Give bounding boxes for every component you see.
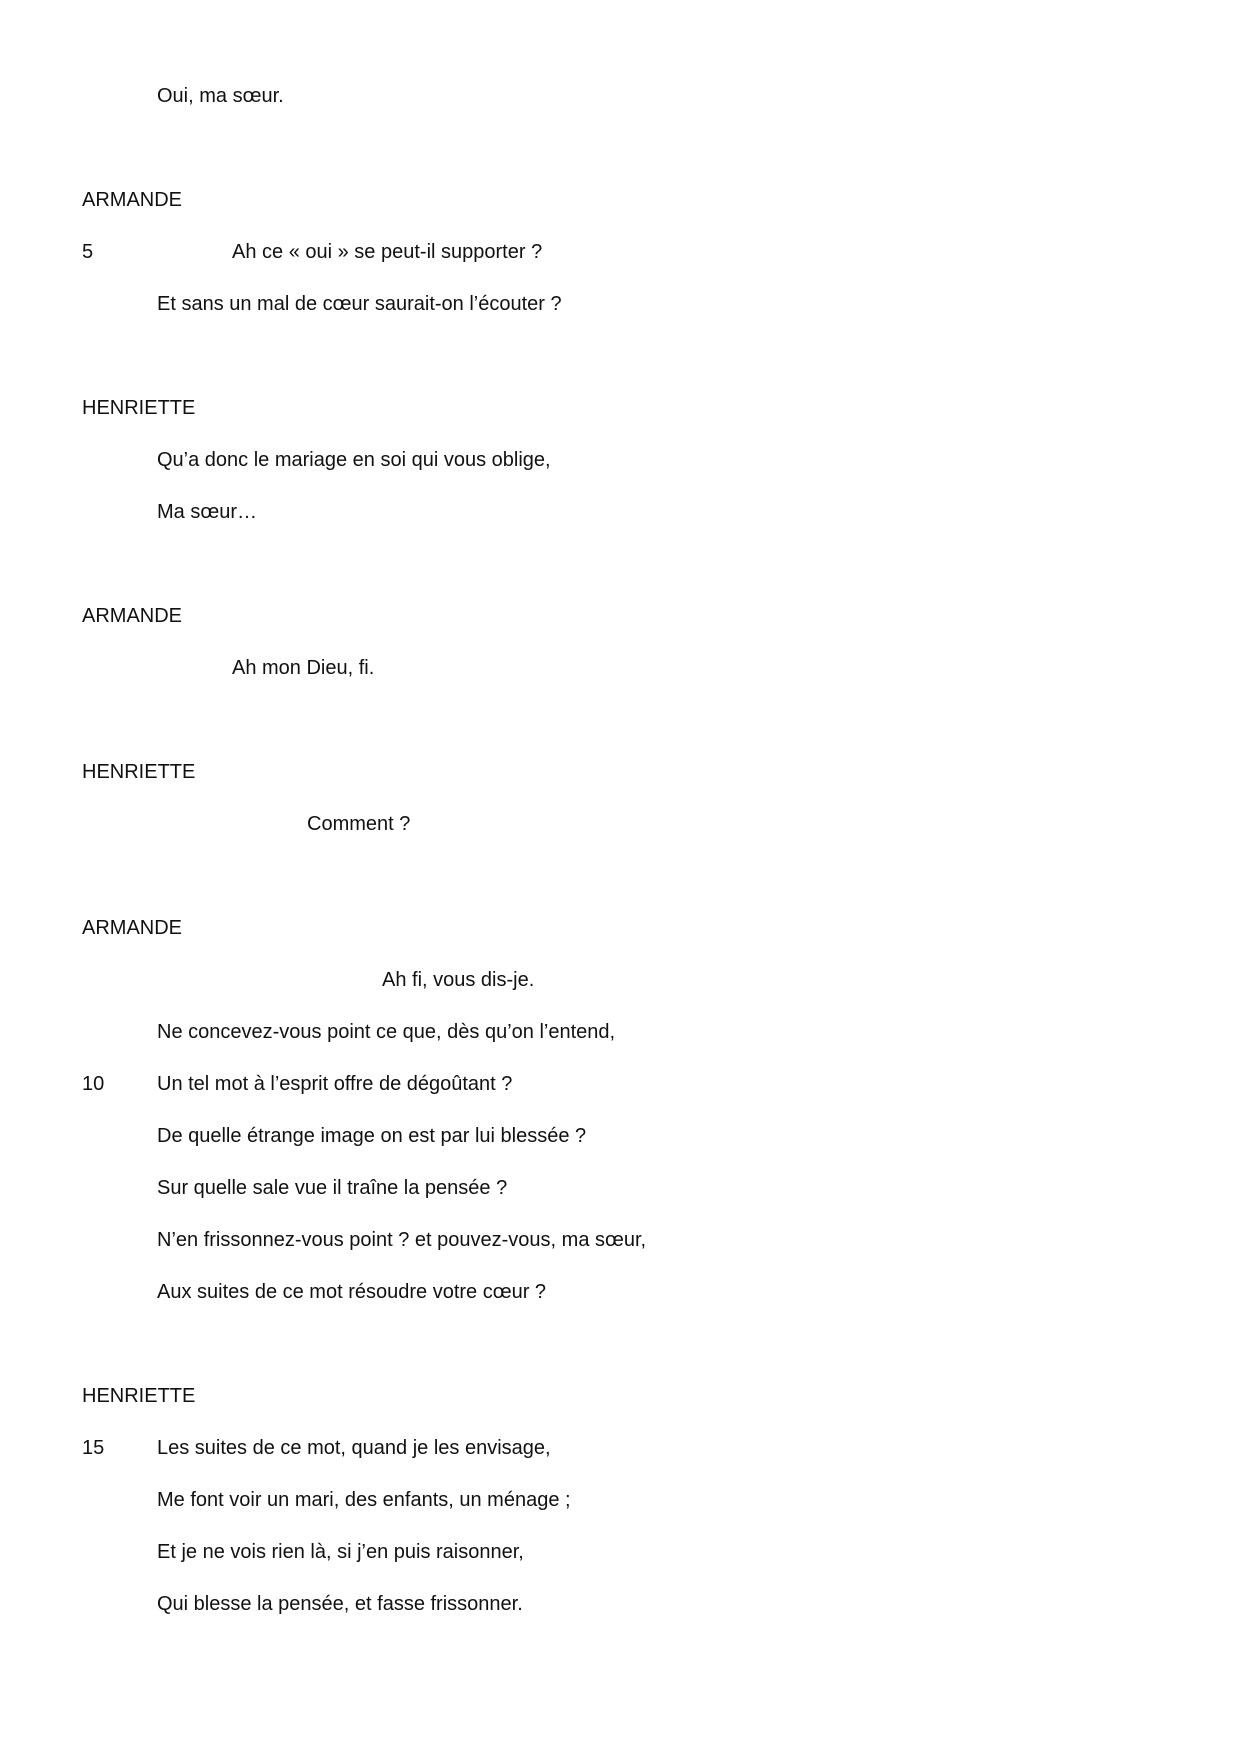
verse-line	[0, 1589, 1242, 1619]
speaker-name: HENRIETTE	[82, 397, 196, 419]
verse-line	[0, 237, 1242, 267]
verse-text: Ah mon Dieu, fi.	[232, 657, 375, 679]
verse-line	[0, 1017, 1242, 1047]
verse-line	[0, 445, 1242, 475]
verse-line	[0, 289, 1242, 319]
verse-line	[0, 1277, 1242, 1307]
verse-text: Comment ?	[307, 813, 411, 835]
verse-line	[0, 1069, 1242, 1099]
verse-text: Et sans un mal de cœur saurait-on l’écouter ?	[157, 293, 562, 315]
verse-text: N’en frissonnez-vous point ? et pouvez-vous, ma sœur,	[157, 1229, 647, 1251]
speaker-row	[0, 757, 1242, 787]
verse-line	[0, 1537, 1242, 1567]
speaker-row	[0, 601, 1242, 631]
verse-text: Un tel mot à l’esprit offre de dégoûtant ?	[157, 1073, 513, 1095]
verse-line	[0, 965, 1242, 995]
verse-text: De quelle étrange image on est par lui blessée ?	[157, 1125, 587, 1147]
speaker-row	[0, 393, 1242, 423]
verse-text: Qu’a donc le mariage en soi qui vous oblige,	[157, 449, 551, 471]
line-number: 10	[82, 1073, 105, 1095]
verse-text: Ne concevez-vous point ce que, dès qu’on l’entend,	[157, 1021, 616, 1043]
speaker-name: ARMANDE	[82, 605, 183, 627]
verse-line	[0, 1173, 1242, 1203]
speaker-name: HENRIETTE	[82, 1385, 196, 1407]
verse-text: Qui blesse la pensée, et fasse frissonner.	[157, 1593, 523, 1615]
verse-text: Ma sœur…	[157, 501, 257, 523]
speaker-row	[0, 913, 1242, 943]
line-number: 5	[82, 241, 94, 263]
verse-line	[0, 1121, 1242, 1151]
verse-text: Et je ne vois rien là, si j’en puis raisonner,	[157, 1541, 524, 1563]
verse-text: Ah fi, vous dis-je.	[382, 969, 535, 991]
line-number: 15	[82, 1437, 105, 1459]
speaker-name: ARMANDE	[82, 189, 183, 211]
verse-text: Sur quelle sale vue il traîne la pensée ?	[157, 1177, 508, 1199]
verse-line	[0, 653, 1242, 683]
verse-line	[0, 81, 1242, 111]
verse-text: Aux suites de ce mot résoudre votre cœur ?	[157, 1281, 547, 1303]
speaker-name: HENRIETTE	[82, 761, 196, 783]
verse-line	[0, 1433, 1242, 1463]
verse-line	[0, 809, 1242, 839]
verse-text: Les suites de ce mot, quand je les envisage,	[157, 1437, 551, 1459]
verse-text: Ah ce « oui » se peut-il supporter ?	[232, 241, 543, 263]
verse-text: Me font voir un mari, des enfants, un ménage ;	[157, 1489, 571, 1511]
speaker-row	[0, 1381, 1242, 1411]
speaker-name: ARMANDE	[82, 917, 183, 939]
verse-text: Oui, ma sœur.	[157, 85, 284, 107]
speaker-row	[0, 185, 1242, 215]
verse-line	[0, 1485, 1242, 1515]
verse-line	[0, 497, 1242, 527]
verse-line	[0, 1225, 1242, 1255]
